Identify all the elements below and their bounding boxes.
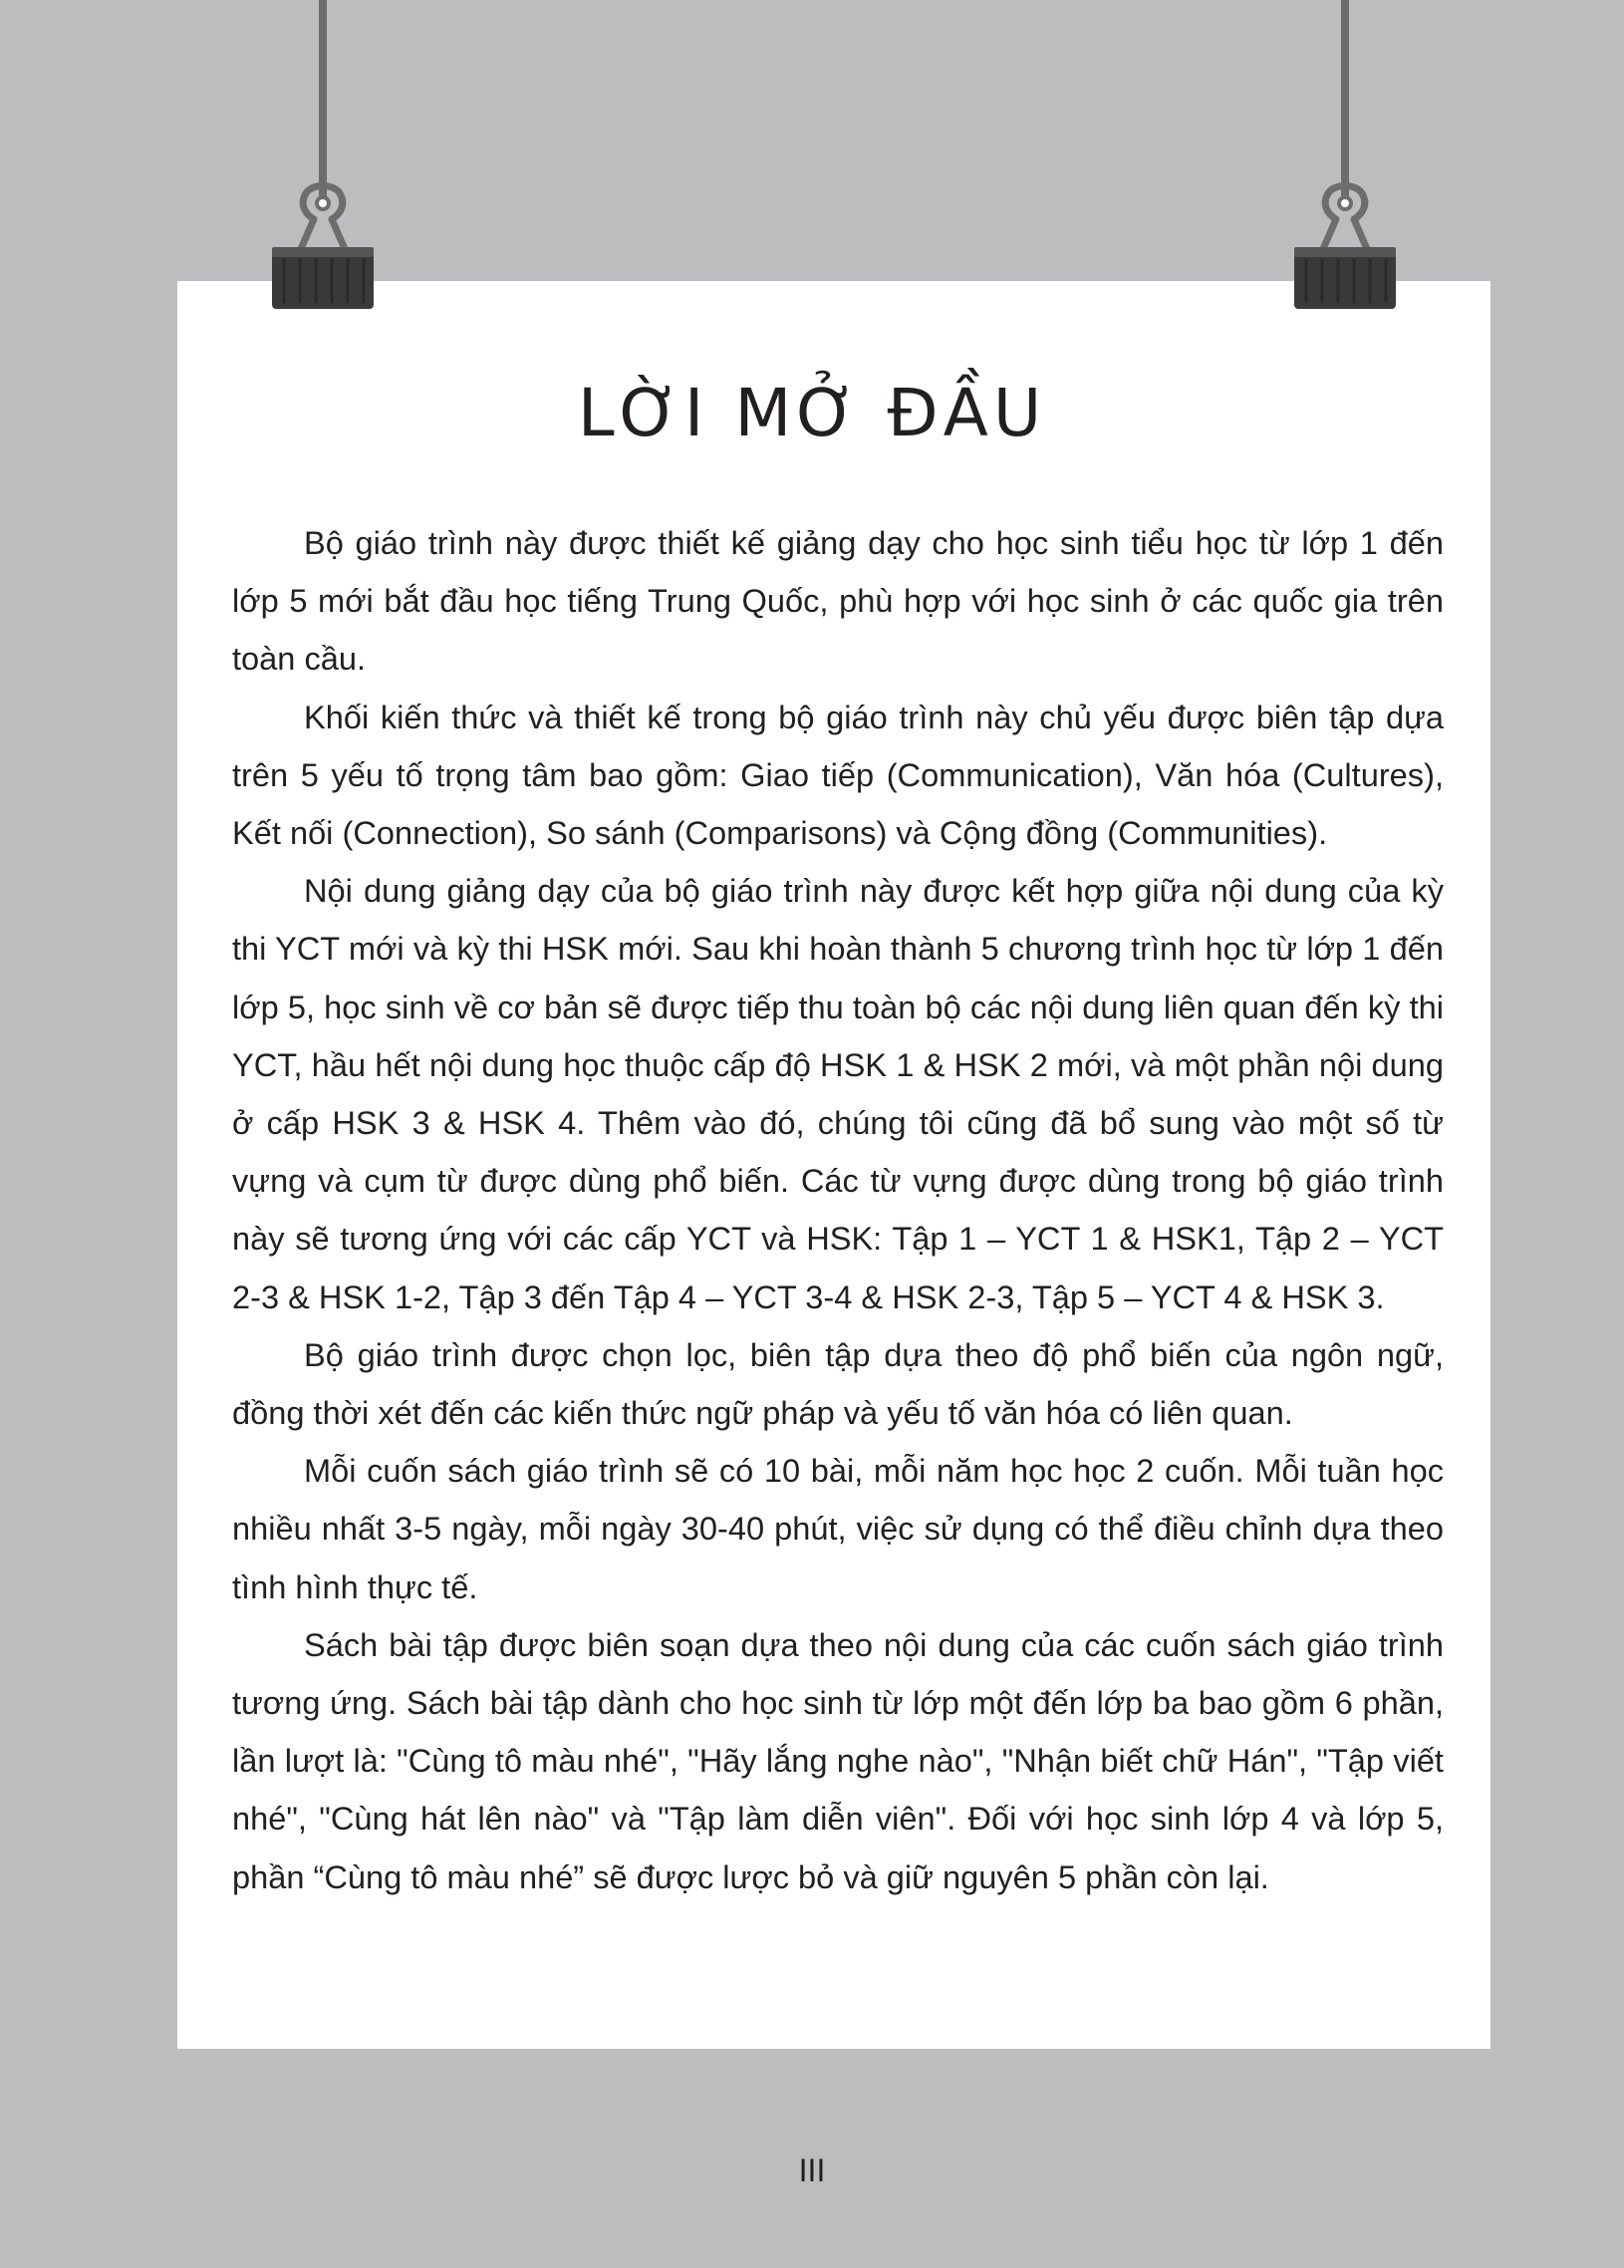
preface-body	[232, 514, 1444, 1906]
paragraph-content: Nội dung giảng dạy của bộ giáo trình này được kết hợp giữa nội dung của kỳ thi YCT mới và kỳ thi HSK mới. Sau khi hoàn thành 5 chương trình học từ lớp 1 đến lớp 5, học sinh về cơ bản sẽ được tiếp thu toàn bộ các nội dung liên quan đến kỳ thi YCT, hầu hết nội dung học thuộc cấp độ HSK 1 & HSK 2 mới, và một phần nội dung ở cấp HSK 3 & HSK 4. Thêm vào đó, chúng tôi cũng đã bổ sung vào một số từ vựng và cụm từ được dùng phổ biến. Các từ vựng được dùng trong bộ giáo trình này sẽ tương ứng với các cấp YCT và HSK: Tập 1 – YCT 1 & HSK1, Tập 2 – YCT 2-3 & HSK 1-2, Tập 3 đến Tập 4 – YCT 3-4 & HSK 2-3, Tập 5 – YCT 4 & HSK 3.	[232, 872, 1444, 1315]
binder-clip-right-icon	[1292, 167, 1398, 309]
paragraph-workbook: Sách bài tập được biên soạn dựa theo nội dung của các cuốn sách giáo trình tương ứng. Sách bài tập dành cho học sinh từ lớp một đến lớp ba bao gồm 6 phần, lần lượt là: "Cùng tô màu nhé", "Hãy lắng nghe nào", "Nhận biết chữ Hán", "Tập viết nhé", "Cùng hát lên nào" và "Tập làm diễn viên". Đối với học sinh lớp 4 và lớp 5, phần “Cùng tô màu nhé” sẽ được lược bỏ và giữ nguyên 5 phần còn lại.	[232, 1625, 1444, 1895]
paragraph-design: Khối kiến thức và thiết kế trong bộ giáo trình này chủ yếu được biên tập dựa trên 5 yếu tố trọng tâm bao gồm: Giao tiếp (Communication), Văn hóa (Cultures), Kết nối (Connection), So sánh (Comparisons) và Cộng đồng (Communities).	[232, 698, 1444, 852]
paragraph-schedule: Mỗi cuốn sách giáo trình sẽ có 10 bài, mỗi năm học học 2 cuốn. Mỗi tuần học nhiều nhất 3-5 ngày, mỗi ngày 30-40 phút, việc sử dụng có thể điều chỉnh dựa theo tình hình thực tế.	[232, 1452, 1444, 1605]
binder-clip-left-icon	[270, 167, 376, 309]
paragraph-intro: Bộ giáo trình này được thiết kế giảng dạy cho học sinh tiểu học từ lớp 1 đến lớp 5 mới bắt đầu học tiếng Trung Quốc, phù hợp với học sinh ở các quốc gia trên toàn cầu.	[232, 524, 1444, 678]
page-title: LỜI MỞ ĐẦU	[577, 375, 1047, 451]
paragraph-selection: Bộ giáo trình được chọn lọc, biên tập dựa theo độ phổ biến của ngôn ngữ, đồng thời xét đến các kiến thức ngữ pháp và yếu tố văn hóa có liên quan.	[232, 1335, 1444, 1432]
page-number: III	[798, 2152, 826, 2188]
